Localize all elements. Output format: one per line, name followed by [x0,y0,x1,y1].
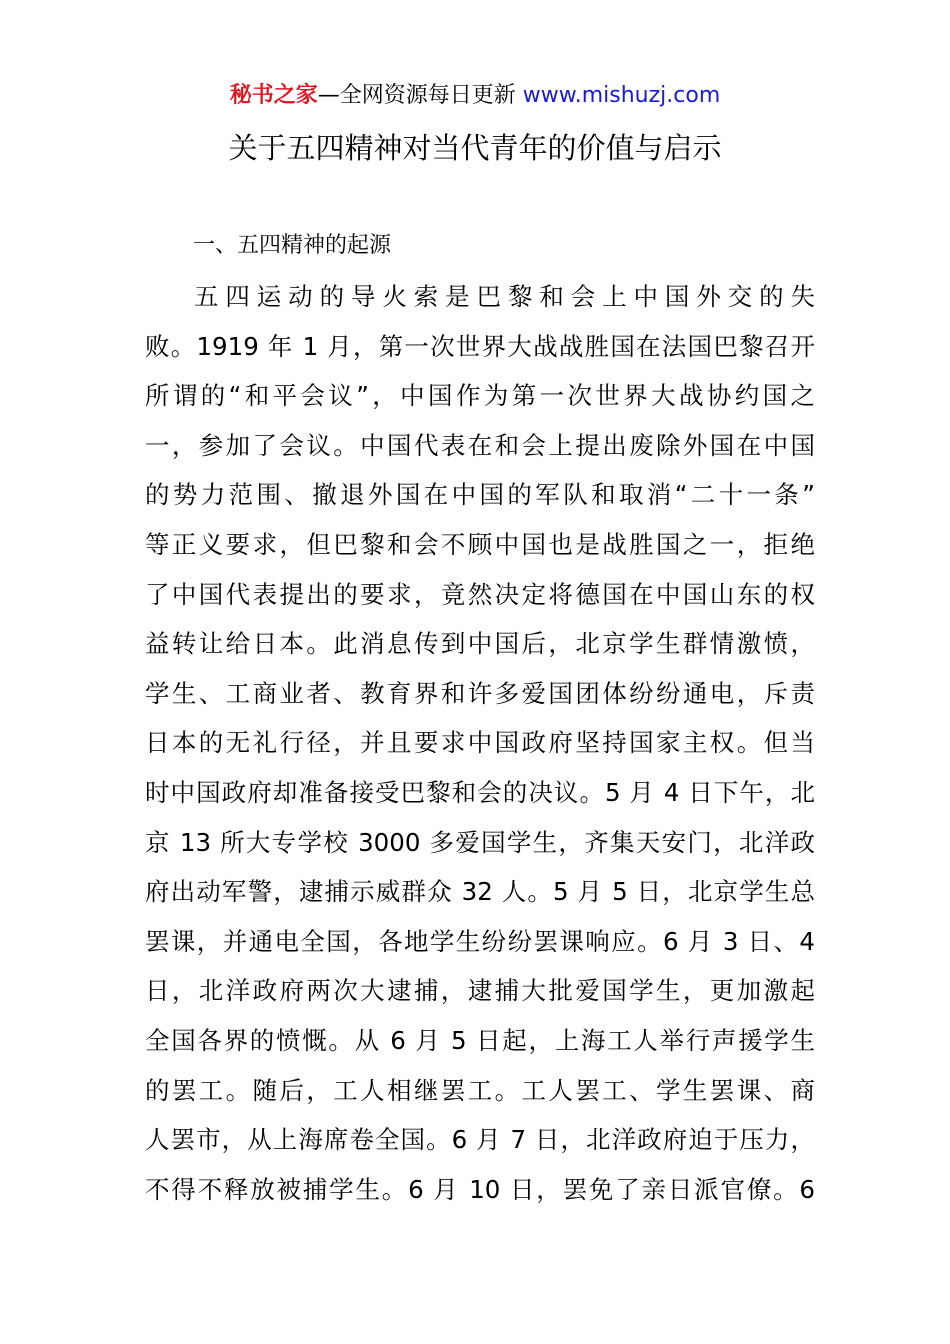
paragraph-line: 全国各界的愤慨。从 6 月 5 日起，上海工人举行声援学生 [145,1025,815,1055]
site-header [0,80,950,112]
site-tagline: —全网资源每日更新 [317,83,516,108]
site-url-link[interactable]: www.mishuzj.com [522,83,721,108]
paragraph-line: 不得不释放被捕学生。6 月 10 日，罢免了亲日派官僚。6 [145,1174,815,1204]
paragraph-line: 一，参加了会议。中国代表在和会上提出废除外国在中国 [145,430,815,460]
paragraph-line: 的罢工。随后，工人相继罢工。工人罢工、学生罢课、商 [145,1075,815,1105]
paragraph-line: 的势力范围、撤退外国在中国的军队和取消“二十一条” [145,480,815,510]
paragraph-line: 所谓的“和平会议”，中国作为第一次世界大战协约国之 [145,381,815,411]
document-title: 关于五四精神对当代青年的价值与启示 [228,131,722,165]
paragraph-line: 罢课，并通电全国，各地学生纷纷罢课响应。6 月 3 日、4 [145,926,815,956]
paragraph-line: 京 13 所大专学校 3000 多爱国学生，齐集天安门，北洋政 [145,827,815,857]
site-brand: 秘书之家 [229,83,318,108]
paragraph-line: 学生、工商业者、教育界和许多爱国团体纷纷通电，斥责 [145,678,815,708]
paragraph-line: 人罢市，从上海席卷全国。6 月 7 日，北洋政府迫于压力， [145,1125,815,1155]
paragraph-line: 日本的无礼行径，并且要求中国政府坚持国家主权。但当 [145,728,815,758]
paragraph-line: 日，北洋政府两次大逮捕，逮捕大批爱国学生，更加激起 [145,976,815,1006]
paragraph-line: 益转让给日本。此消息传到中国后，北京学生群情激愤， [145,629,815,659]
paragraph-line: 败。1919 年 1 月，第一次世界大战战胜国在法国巴黎召开 [145,331,815,361]
section-heading: 一、五四精神的起源 [193,233,392,258]
paragraph-line: 等正义要求，但巴黎和会不顾中国也是战胜国之一，拒绝 [145,529,815,559]
paragraph-line: 府出动军警，逮捕示威群众 32 人。5 月 5 日，北京学生总 [145,877,815,907]
paragraph-body [145,272,815,1214]
paragraph-line: 时中国政府却准备接受巴黎和会的决议。5 月 4 日下午，北 [145,777,815,807]
paragraph-line: 五四运动的导火索是巴黎和会上中国外交的失 [194,282,815,311]
paragraph-line: 了中国代表提出的要求，竟然决定将德国在中国山东的权 [145,579,815,609]
